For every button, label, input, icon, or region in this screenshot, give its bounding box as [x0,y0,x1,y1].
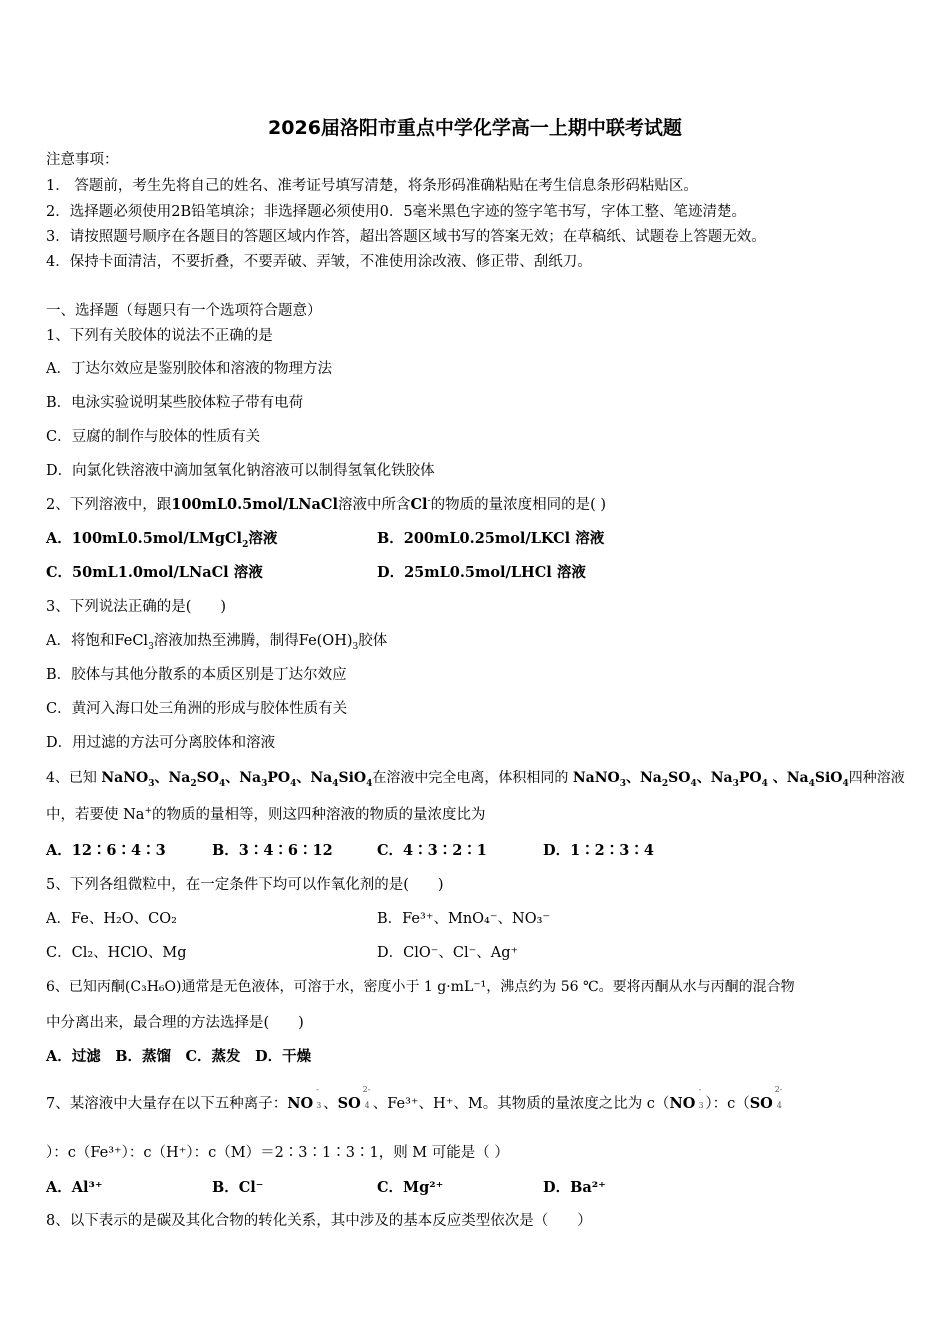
q7-stem-line1: 7、某溶液中大量存在以下五种离子：NO - 3 、SO 2- 4 、Fe³⁺、H⁺、M。其物质的量浓度之比为 c（NO - 3 ）：c（SO 2- 4 [46,1085,783,1112]
q4-stem-line1: 4、已知 NaNO$_3$、$Na_2SO_4$、$Na_3PO_4$、$Na_4SiO_4$在溶液中完全电离，体积相同的 NaNO$_3$、$Na_2SO_4$、$Na_3PO_4$ 、$Na_4SiO_4$四种溶液 [46,770,905,789]
q6-stem-line2: 中分离出来，最合理的方法选择是( ) [46,1015,304,1031]
q7-option-c: C．Mg²⁺ [377,1179,444,1196]
q3-option-c: C．黄河入海口处三角洲的形成与胶体性质有关 [46,701,348,717]
q3-option-b: B．胶体与其他分散系的本质区别是丁达尔效应 [46,667,347,683]
q4-option-a: A．12∶6∶4∶3 [46,842,166,859]
q7-option-d: D．Ba²⁺ [543,1179,606,1196]
q6-stem-line1: 6、已知丙酮(C₃H₆O)通常是无色液体，可溶于水，密度小于 1 g·mL⁻¹，沸点约为 56 ℃。要将丙酮从水与丙酮的混合物 [46,979,795,995]
notice-heading: 注意事项： [46,152,119,168]
q4-option-c: C．4∶3∶2∶1 [377,842,487,859]
q7-option-b: B．Cl⁻ [212,1179,264,1196]
q1-stem: 1、下列有关胶体的说法不正确的是 [46,328,273,344]
q1-option-a: A．丁达尔效应是鉴别胶体和溶液的物理方法 [46,361,332,377]
q5-option-d: D．ClO⁻、Cl⁻、Ag⁺ [377,945,519,961]
q3-stem: 3、下列说法正确的是( ) [46,599,227,615]
q5-option-c: C．Cl₂、HClO、Mg [46,945,187,961]
q3-option-a: A．将饱和FeCl$_3$溶液加热至沸腾，制得$Fe(OH)_3$胶体 [46,633,388,652]
q5-stem: 5、下列各组微粒中，在一定条件下均可以作氧化剂的是( ) [46,877,444,893]
q3-option-d: D．用过滤的方法可分离胶体和溶液 [46,735,276,751]
notice-item-2: 2．选择题必须使用2B铅笔填涂；非选择题必须使用0．5毫米黑色字迹的签字笔书写，字体工整、笔迹清楚。 [46,204,747,220]
q7-stem-line2: ）：c（Fe³⁺）：c（H⁺）：c（M）＝2∶3∶1∶3∶1，则 M 可能是（ ） [46,1145,509,1161]
notice-item-1: 1． 答题前，考生先将自己的姓名、准考证号填写清楚，将条形码准确粘贴在考生信息条形码粘贴区。 [46,178,698,194]
q4-stem-line2: 中，若要使 Na+的物质的量相等，则这四种溶液的物质的量浓度比为 [46,806,486,823]
q4-option-d: D．1∶2∶3∶4 [543,842,654,859]
notice-item-4: 4．保持卡面清洁，不要折叠，不要弄破、弄皱，不准使用涂改液、修正带、刮纸刀。 [46,254,592,270]
q2-option-a: A．100mL0.5mol/LMgCl$_2$溶液 [46,530,278,550]
q1-option-b: B．电泳实验说明某些胶体粒子带有电荷 [46,395,304,411]
q4-option-b: B．3∶4∶6∶12 [212,842,333,859]
q6-options: A．过滤 B．蒸馏 C．蒸发 D．干燥 [46,1048,312,1065]
q5-option-a: A．Fe、H₂O、CO₂ [46,911,177,927]
q1-option-c: C．豆腐的制作与胶体的性质有关 [46,429,261,445]
section-heading: 一、选择题（每题只有一个选项符合题意） [46,303,322,319]
q2-stem: 2、下列溶液中，跟100mL0.5mol/LNaCl溶液中所含Cl-的物质的量浓度相同的是( ) [46,496,607,513]
page-title: 2026届洛阳市重点中学化学高一上期中联考试题 [268,117,682,139]
notice-item-3: 3．请按照题号顺序在各题目的答题区域内作答，超出答题区域书写的答案无效；在草稿纸、试题卷上答题无效。 [46,229,766,245]
q2-option-c: C．50mL1.0mol/LNaCl 溶液 [46,564,263,581]
q5-option-b: B．Fe³⁺、MnO₄⁻、NO₃⁻ [377,911,551,927]
q7-option-a: A．Al³⁺ [46,1179,103,1196]
q8-stem: 8、以下表示的是碳及其化合物的转化关系，其中涉及的基本反应类型依次是（ ） [46,1213,592,1229]
q2-option-d: D．25mL0.5mol/LHCl 溶液 [377,564,586,581]
q1-option-d: D．向氯化铁溶液中滴加氢氧化钠溶液可以制得氢氧化铁胶体 [46,463,435,479]
q2-option-b: B．200mL0.25mol/LKCl 溶液 [377,530,605,547]
